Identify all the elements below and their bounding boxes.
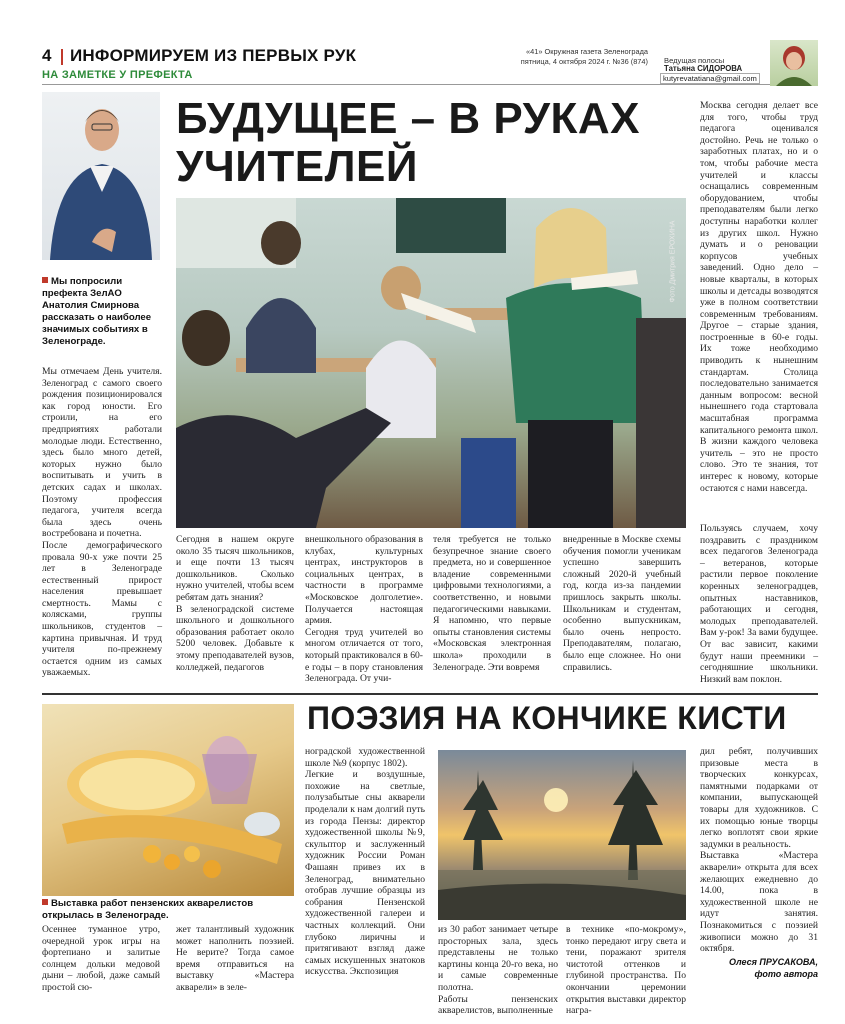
photo-credit: Фото Дмитрия ЕРОХИНА (669, 220, 677, 303)
article2-col4: из 30 работ занимает четыре просторных зала, здесь представлены не только картины конца 20-го века, но и самые современные полотна. Работы пензенских акварелистов, выполненные (438, 924, 558, 1017)
section-title: ИНФОРМИРУЕМ ИЗ ПЕРВЫХ РУК (70, 46, 357, 65)
caption-bullet-icon (42, 277, 48, 283)
article1-headline-1: БУДУЩЕЕ – В РУКАХ (176, 94, 640, 143)
article2-author-role: фото автора (754, 969, 818, 979)
article1-col-b2: внешкольного образования в клубах, культурных центрах, инструкторов в социальных центрах, в частности в программе «Московское долголетие». Получается настоящая армия. Сегодня труд учителей во многом отличается от того, который практиковался в 60-е годы – в пору становления Зеленограда. От учи- (305, 534, 423, 685)
article2-col3: ноградской художественной школе №9 (корпус 1802). Легкие и воздушные, похожие на светлые, полузабытые сны акварели проделали к нам долгий путь из города Пензы: директор художественной школы №9, скульптор и заслуженный художник России Роман Фашаян привез их в Зеленоград, внимательно отобрав лучшие образцы из собрания Пензенской художественной галереи и частных коллекций. Они глубоко лиричны и притягивают взгляд даже самых искушенных знатоков искусства. Экспозиция (305, 746, 425, 978)
editor-name: Татьяна СИДОРОВА (664, 64, 743, 73)
editor-email: kutyrevatatiana@gmail.com (660, 73, 760, 84)
caption-bullet-icon-2 (42, 899, 48, 905)
prefect-caption: Мы попросили префекта ЗелАО Анатолия Смирнова рассказать о наиболее значимых событиях в Зеленограде. (42, 276, 152, 347)
prefect-photo (42, 92, 160, 260)
classroom-photo (176, 198, 686, 528)
header-rule (42, 84, 802, 85)
article1-col-right-top: Москва сегодня делает все для того, чтобы труд педагога оценивался достойно. Речь не только о заработных платах, но и о том, чтобы рабочие места учителей и классы оснащались современным оборудованием, чтобы преподавателям были легко доступны наработки коллег из других школ. Нужно думать и о реновации корпусов учебных заведений. Одно дело – новые кварталы, в которых школы и детсады возводятся уже в полном соответствии современным требованиям. Другое – старые здания, построенные в 60-е годы. Их тоже необходимо приводить к нынешним стандартам. Столица последовательно занимается данным вопросом: весной нынешнего года стартовала масштабная программа капитального ремонта школ. В жизни каждого человека учитель – это не просто слово. Это те знания, тот интерес к новому, которые остаются с нами навсегда. (700, 100, 818, 494)
article2-col2: жет талантливый художник может наполнить поэзией. Не верите? Тогда самое время отправиться на выставку «Мастера акварели» в зеле- (176, 924, 294, 993)
article-divider (42, 693, 818, 695)
article2-headline: ПОЭЗИЯ НА КОНЧИКЕ КИСТИ (307, 700, 787, 736)
newspaper-info-2: пятница, 4 октября 2024 г. №36 (874) (520, 57, 648, 66)
editor-photo (770, 40, 818, 86)
article2-author: Олеся ПРУСАКОВА, (729, 957, 818, 967)
page-number: 4 (42, 46, 52, 65)
article2-caption: Выставка работ пензенских акварелистов открылась в Зеленограде. (42, 898, 254, 921)
article1-col-b1: Сегодня в нашем округе около 35 тысяч школьников, и еще почти 13 тысяч дошкольников. Сколько нужно учителей, чтобы всем ребятам дать знания? В зеленоградской системе школьного и дошкольного образования работает около 5200 человек. Добавьте к этому преподавателей вузов, колледжей, педагогов (176, 534, 294, 673)
article1-col-b3: теля требуется не только безупречное знание своего предмета, но и совершенное владение современными цифровыми технологиями, а соответственно, и новыми педагогическими навыками. Я напомню, что первые опыты становления системы «Московская электронная школа» проходили в Зеленограде. Эти вовремя (433, 534, 551, 673)
melon-painting (42, 704, 294, 896)
article2-col5: в технике «по-мокрому», тонко передают игру света и тени, поражают зрителя чистотой оттенков и глубиной пространства. По окончании церемонии открытия выставки директор награ- (566, 924, 686, 1017)
subsection-title: НА ЗАМЕТКЕ У ПРЕФЕКТА (42, 69, 193, 81)
article2-col6: дил ребят, получивших призовые места в творческих конкурсах, памятными подарками от компании, выпускающей товары для художников. С их помощью юные творцы легко воплотят свои яркие задумки в реальность. Выставка «Мастера акварели» открыта для всех желающих ежедневно до 14.00, пока в художественной школе не идут занятия. Познакомиться с поэзией живописи можно до 31 октября. (700, 746, 818, 955)
newspaper-info-1: «41» Окружная газета Зеленограда (526, 47, 648, 56)
article1-col-right-bottom: Пользуясь случаем, хочу поздравить с праздником всех педагогов Зеленограда – ветеранов, которые растили первое поколение коренных зеленоградцев, опытных наставников, работающих и сегодня, молодых преподавателей. Вам у-рок! За вами будущее. От вас зависит, какими будут наши преемники – сегодняшние школьники. Низкий вам поклон. (700, 523, 818, 685)
header-divider (61, 49, 63, 65)
editor-label: Ведущая полосы (664, 56, 725, 65)
landscape-painting (438, 750, 686, 920)
article1-col-left: Мы отмечаем День учителя. Зеленоград с самого своего рождения позиционировался как город юности. Его строили, на его предприятиях работали молодые люди. Естественно, здесь было много детей, которых нужно было воспитывать и учить в детских садах и школах. Поэтому профессия педагога, учителя всегда была здесь очень востребована и почетна. После демографического провала 90-х уже почти 25 лет в Зеленограде естественный прирост населения превышает смертность. Мамы с колясками, группы школьников, студентов – картина привычная. И труд учителя по-прежнему остается одним из самых уважаемых. (42, 366, 162, 679)
article1-headline-2: УЧИТЕЛЕЙ (176, 142, 418, 191)
article1-col-b4: внедренные в Москве схемы обучения помогли ученикам успешно завершить сложный 2020-й учебный год, когда из-за пандемии пришлось закрыть школы. Школьникам и студентам, особенно выпускникам, было очень непросто. Преподавателям, полагаю, было еще сложнее. Но они справились. (563, 534, 681, 673)
article2-col1: Осеннее туманное утро, очередной урок игры на фортепиано и залитые солнцем дольки медовой дыни – любой, даже самый простой сю- (42, 924, 160, 993)
